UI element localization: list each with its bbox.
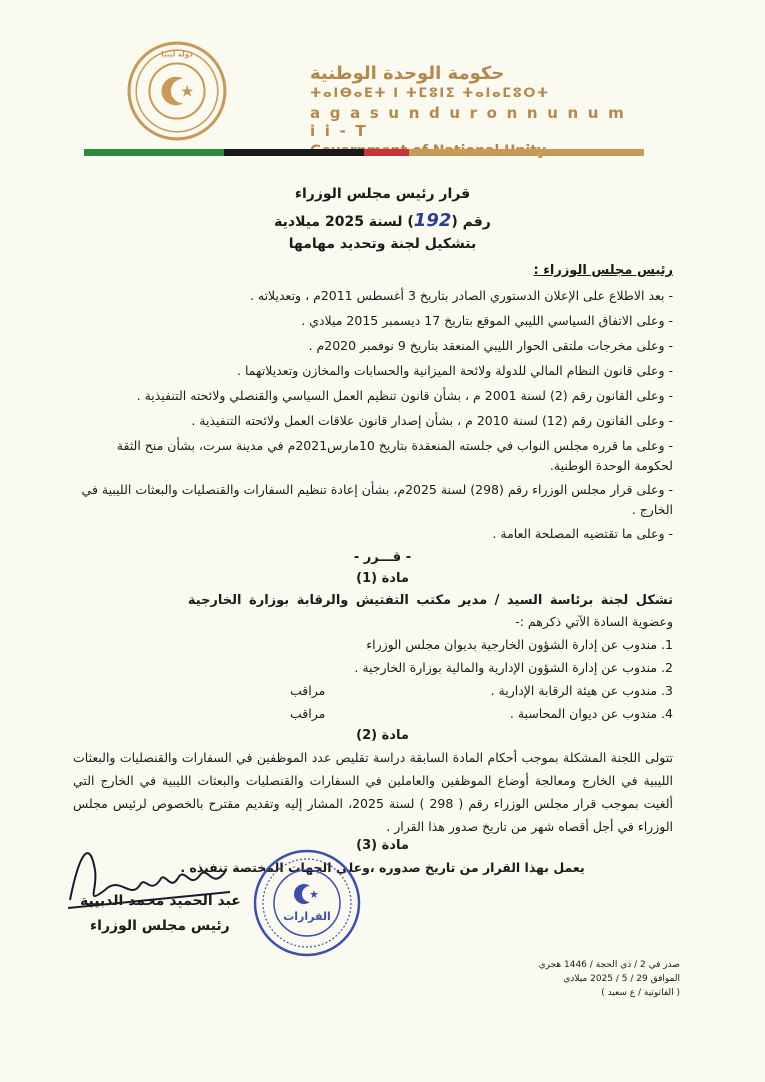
decision-number-prefix: رقم ( bbox=[451, 214, 491, 230]
svg-text:القرارات: القرارات bbox=[283, 910, 331, 923]
article-1-line-2: وعضوية السادة الآتي ذكرهم :- bbox=[515, 614, 673, 629]
article-3-text: يعمل بهذا القرار من تاريخ صدوره ،وعلى الجهات المختصة تنفيذه . bbox=[180, 860, 585, 875]
preamble-heading: رئيس مجلس الوزراء : bbox=[533, 263, 673, 278]
svg-text:دولة ليبيا: دولة ليبيا bbox=[161, 49, 193, 59]
preamble-item: - وعلى ما قرره مجلس النواب في جلسته المنعقدة بتاريخ 10مارس2021م في مدينة سرت، بشأن منح الثقة bbox=[116, 438, 673, 453]
signatory-name: عبد الحميد محمد الدبيبة bbox=[80, 893, 241, 909]
member-text: مندوب عن إدارة الشؤون الإدارية والمالية بوزارة الخارجية . bbox=[354, 660, 658, 675]
article-2-text: تتولى اللجنة المشكلة بموجب أحكام المادة السابقة دراسة تقليص عدد الموظفين في السفارات والقنصليات والبعثات الليبية في الخارج ومعالجة أوضاع الموظفين والعاملين في السفارات والقنصليات والبعثات الليبية في الخارج التي ألغيت بموجب قرار مجلس الوزراء رقم ( 298 ) لسنة 2025، المشار إليه وتقديم مقترح بالخصوص لرئيس مجلس الوزراء في أجل أقصاه شهر من تاريخ صدور هذا القرار . bbox=[73, 750, 673, 834]
flag-color-bar bbox=[84, 149, 644, 156]
article-2-title: مادة (2) bbox=[356, 728, 409, 743]
preamble-item: - وعلى قرار مجلس الوزراء رقم (298) لسنة 2025م، بشأن إعادة تنظيم السفارات والقنصليات والبعثات الليبية في bbox=[81, 482, 673, 497]
government-name-amazigh-latin: a g a s u n d u r o n n u n u m i i - T bbox=[310, 104, 626, 140]
member-item bbox=[510, 706, 673, 721]
decision-title: قرار رئيس مجلس الوزراء bbox=[294, 186, 471, 202]
government-letterhead bbox=[310, 64, 640, 160]
member-text: مندوب عن إدارة الشؤون الخارجية بديوان مجلس الوزراء bbox=[366, 637, 658, 652]
preamble-item: - وعلى قانون النظام المالي للدولة ولائحة الميزانية والحسابات والمخازن وتعديلاتهما . bbox=[237, 363, 673, 378]
member-number: 2. bbox=[661, 660, 673, 675]
official-stamp bbox=[252, 848, 362, 958]
member-number: 3. bbox=[661, 683, 673, 698]
preamble-item-continuation: الخارج . bbox=[631, 502, 673, 517]
state-emblem-seal bbox=[126, 40, 228, 142]
decision-number-line bbox=[0, 210, 765, 231]
decision-number: 192 bbox=[413, 210, 452, 231]
member-item bbox=[366, 637, 673, 652]
preamble-item: - وعلى ما تقتضيه المصلحة العامة . bbox=[492, 526, 673, 541]
preamble-item: - وعلى الاتفاق السياسي الليبي الموقع بتاريخ 17 ديسمبر 2015 ميلادي . bbox=[301, 313, 673, 328]
member-text: مندوب عن هيئة الرقابة الإدارية . bbox=[490, 683, 658, 698]
issue-reference: ( الفاتوتية / ع سعيد ) bbox=[601, 988, 680, 998]
issue-date-hijri: صدر في 2 / ذي الحجة / 1446 هجري bbox=[538, 960, 680, 970]
member-item bbox=[491, 683, 673, 698]
member-number: 4. bbox=[661, 706, 673, 721]
preamble-item: - وعلى القانون رقم (12) لسنة 2010 م ، بشأن إصدار قانون علاقات العمل ولائحته التنفيذية . bbox=[191, 413, 673, 428]
article-3-title: مادة (3) bbox=[356, 838, 409, 853]
preamble-item-continuation: لحكومة الوحدة الوطنية. bbox=[549, 458, 673, 473]
preamble-item: - وعلى القانون رقم (2) لسنة 2001 م ، بشأن قانون تنظيم العمل السياسي والقنصلي ولائحته التنفيذية . bbox=[136, 388, 673, 403]
member-role: مراقب bbox=[290, 706, 326, 721]
member-role: مراقب bbox=[290, 683, 326, 698]
government-name-arabic: حكومة الوحدة الوطنية bbox=[310, 63, 505, 84]
decision-subject: بتشكيل لجنة وتحديد مهامها bbox=[288, 236, 477, 252]
government-name-tifinagh: ⵜⴰⵏⴱⴰⴹⵜ ⵏ ⵜⵎⵓⵏⵉ ⵜⴰⵏⴰⵎⵓⵔⵜ bbox=[310, 86, 550, 101]
preamble-item: - بعد الاطلاع على الإعلان الدستوري الصادر بتاريخ 3 أغسطس 2011م ، وتعديلاته . bbox=[249, 288, 673, 303]
member-item bbox=[354, 660, 673, 675]
flag-red-segment bbox=[364, 149, 409, 156]
preamble-item: - وعلى مخرجات ملتقى الحوار الليبي المنعقد بتاريخ 9 نوفمبر 2020م . bbox=[308, 338, 673, 353]
member-text: مندوب عن ديوان المحاسبة . bbox=[509, 706, 658, 721]
decree-heading: - قـــرر - bbox=[353, 550, 412, 565]
decision-number-suffix: ) لسنة 2025 ميلادية bbox=[274, 214, 414, 230]
member-number: 1. bbox=[661, 637, 673, 652]
article-1-title: مادة (1) bbox=[356, 571, 409, 586]
signatory-title: رئيس مجلس الوزراء bbox=[90, 918, 230, 934]
article-1-line-1: تشكل لجنة برئاسة السيد / مدير مكتب التفتيش والرقابة بوزارة الخارجية bbox=[187, 593, 673, 608]
flag-gold-segment bbox=[409, 149, 644, 156]
flag-black-segment bbox=[224, 149, 364, 156]
issue-date-gregorian: الموافق 29 / 5 / 2025 ميلادي bbox=[563, 974, 680, 984]
issue-date-block bbox=[520, 958, 680, 1000]
flag-green-segment bbox=[84, 149, 224, 156]
